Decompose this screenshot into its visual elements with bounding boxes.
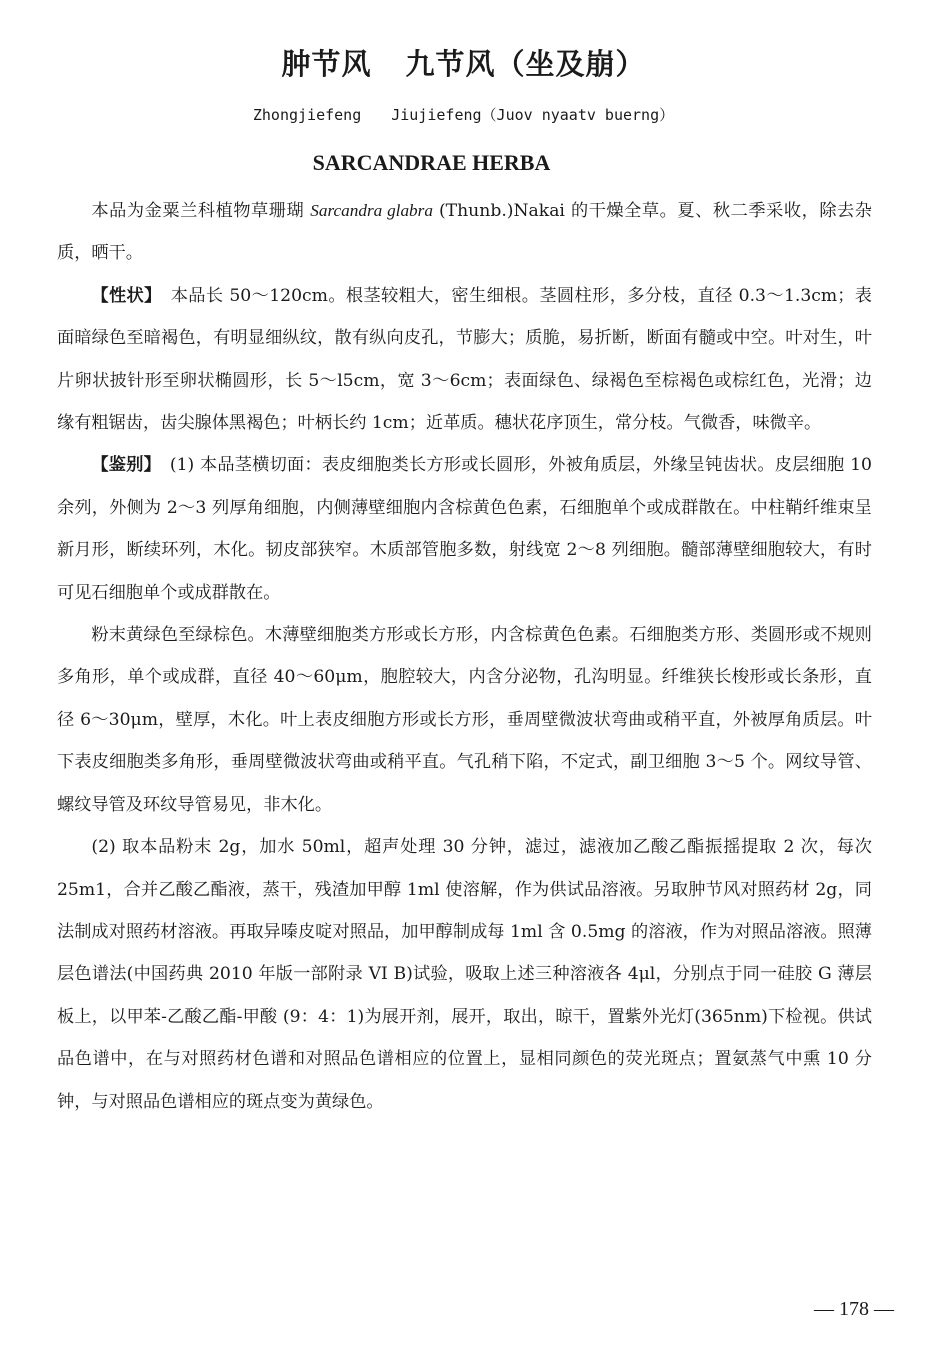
characters-text: 本品长 50～120cm。根茎较粗大，密生细根。茎圆柱形，多分枝，直径 0.3～1.3cm；表面暗绿色至暗褐色，有明显细纵纹，散有纵向皮孔，节膨大；质脆，易折断，断面有髓或中空。叶对生，叶片卵状披针形至卵状椭圆形，长 5～l5cm，宽 3～6cm；表面绿色、绿褐色至棕褐色或棕红色，光滑；边缘有粗锯齿，齿尖腺体黑褐色；叶柄长约 1cm；近革质。穗状花序顶生，常分枝。气微香，味微辛。: [57, 285, 872, 434]
pinyin-subtitle: [0, 104, 927, 125]
characters-paragraph: [57, 275, 872, 445]
description-paragraph: [57, 190, 872, 275]
identification-part1: (1) 本品茎横切面：表皮细胞类长方形或长圆形，外被角质层，外缘呈钝齿状。皮层细胞 10 余列，外侧为 2～3 列厚角细胞，内侧薄壁细胞内含棕黄色色素，石细胞单个或成群散在。中柱鞘纤维束呈新月形，断续环列，木化。韧皮部狭窄。木质部管胞多数，射线宽 2～8 列细胞。髓部薄壁细胞较大，有时可见石细胞单个或成群散在。: [57, 455, 872, 603]
identification-heading: 【鉴别】: [91, 455, 153, 476]
identification-paragraph: [57, 444, 872, 614]
page-number: — 178 —: [814, 1298, 894, 1320]
pinyin-name: Zhongjiefeng: [252, 106, 362, 124]
species-name: Sarcandra glabra: [310, 201, 433, 220]
monograph-body: [57, 190, 872, 1123]
title-chinese-name: 肿节风: [281, 47, 372, 81]
title-alt-name: 九节风（坐及崩）: [405, 47, 646, 81]
tlc-paragraph: (2) 取本品粉末 2g，加水 50ml，超声处理 30 分钟，滤过，滤液加乙酸乙酯振摇提取 2 次，每次 25m1，合并乙酸乙酯液，蒸干，残渣加甲醇 1ml 使溶解，作为供试品溶液。另取肿节风对照药材 2g，同法制成对照药材溶液。再取异嗪皮啶对照品，加甲醇制成每 1ml 含 0.5mg 的溶液，作为对照品溶液。照薄层色谱法(中国药典 2010 年版一部附录 VI B)试验，吸取上述三种溶液各 4μl，分别点于同一硅胶 G 薄层板上，以甲苯-乙酸乙酯-甲酸 (9：4：1)为展开剂，展开，取出，晾干，置紫外光灯(365nm)下检视。供试品色谱中，在与对照药材色谱和对照品色谱相应的位置上，显相同颜色的荧光斑点；置氨蒸气中熏 10 分钟，与对照品色谱相应的斑点变为黄绿色。: [57, 837, 872, 1112]
latin-name: SARCANDRAE HERBA: [312, 150, 551, 175]
characters-heading: 【性状】: [91, 285, 154, 306]
description-text-after: (Thunb.)Nakai 的干燥全草。夏、秋二季采收，除去杂质，晒干。: [57, 201, 872, 264]
pinyin-alt: Jiujiefeng（Juov nyaatv buerng）: [391, 106, 675, 124]
description-text-before: 本品为金粟兰科植物草珊瑚: [91, 201, 311, 221]
powder-paragraph: 粉末黄绿色至绿棕色。木薄壁细胞类方形或长方形，内含棕黄色色素。石细胞类方形、类圆形或不规则多角形，单个或成群，直径 40～60μm，胞腔较大，内含分泌物，孔沟明显。纤维狭长梭形或长条形，直径 6～30μm，壁厚，木化。叶上表皮细胞方形或长方形，垂周壁微波状弯曲或稍平直，外被厚角质层。叶下表皮细胞类多角形，垂周壁微波状弯曲或稍平直。气孔稍下陷，不定式，副卫细胞 3～5 个。网纹导管、螺纹导管及环纹导管易见，非木化。: [57, 625, 872, 815]
page-title: [0, 42, 927, 83]
